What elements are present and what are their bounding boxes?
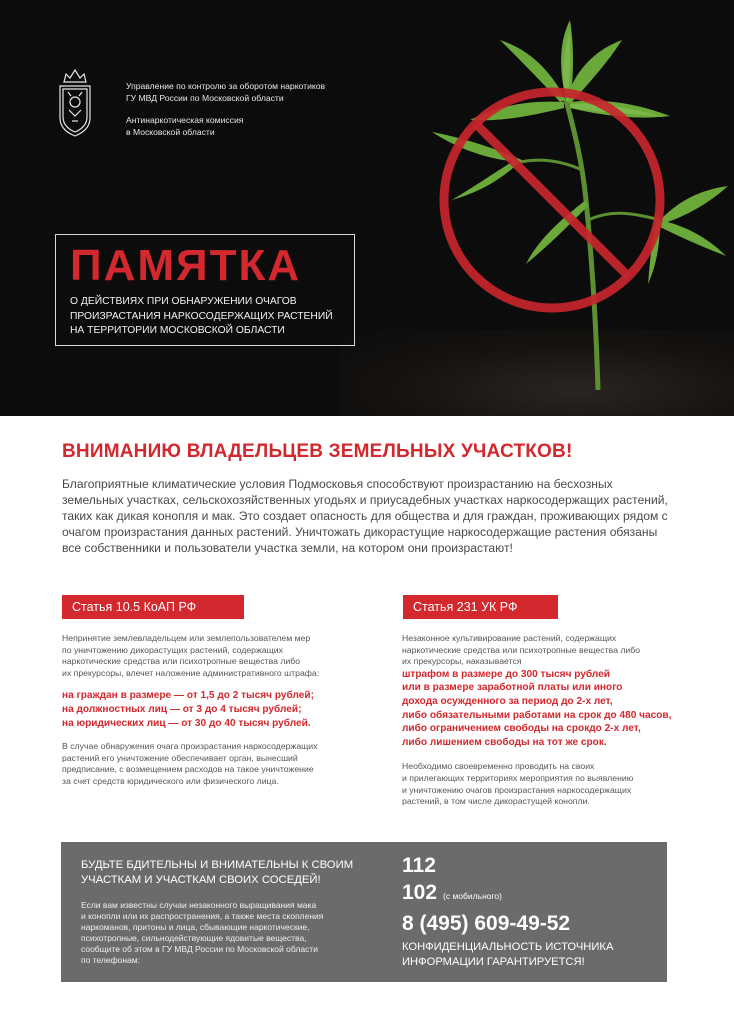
text-line: Незаконное культивирование растений, содержащих xyxy=(402,633,617,643)
text-line: их прекурсоры, влечет наложение административного штрафа: xyxy=(62,667,320,678)
penalty-line: дохода осужденного за период до 2-х лет, xyxy=(402,695,613,707)
text-line: Если вам известны случаи незаконного выращивания мака xyxy=(81,900,317,910)
koap-text xyxy=(62,633,362,679)
hero-banner xyxy=(0,0,734,416)
penalty-line: штрафом в размере до 300 тысяч рублей xyxy=(402,668,610,680)
memo-title: ПАМЯТКА xyxy=(70,241,302,290)
text-line: предписание, с возмещением расходов на такое уничтожение xyxy=(62,764,314,775)
article-koap-badge: Статья 10.5 КоАП РФ xyxy=(62,595,244,619)
uk-column xyxy=(402,633,692,808)
confidentiality-line: КОНФИДЕНЦИАЛЬНОСТЬ ИСТОЧНИКА xyxy=(402,941,614,953)
cannabis-plant-prohibited-icon xyxy=(360,20,734,390)
commission-line-1: Антинаркотическая комиссия xyxy=(126,115,244,125)
org-line-1: Управление по контролю за оборотом наркотиков xyxy=(126,81,326,91)
fine-line: на должностных лиц — от 3 до 4 тысяч рублей; xyxy=(62,703,302,715)
contact-panel xyxy=(61,842,667,982)
phone-112[interactable]: 112 xyxy=(402,854,436,877)
confidentiality-line: ИНФОРМАЦИИ ГАРАНТИРУЕТСЯ! xyxy=(402,956,585,968)
text-line: Необходимо своевременно проводить на своих xyxy=(402,761,595,772)
penalty-line: или в размере заработной платы или иного xyxy=(402,682,623,694)
article-uk-badge: Статья 231 УК РФ xyxy=(403,595,558,619)
memo-subtitle xyxy=(70,295,354,339)
text-line: и уничтожению очагов произрастания наркосодержащих xyxy=(402,784,632,795)
phone-main[interactable]: 8 (495) 609-49-52 xyxy=(402,912,571,935)
text-line: по телефонам: xyxy=(81,955,140,966)
text-line: и конопли или их распространения, а также места скопления xyxy=(81,911,324,922)
phone-102-number[interactable]: 102 xyxy=(402,881,438,904)
text-line: наркоманов, притоны и лица, сбывающие наркотические, xyxy=(81,922,310,933)
memo-subtitle-line: О ДЕЙСТВИЯХ ПРИ ОБНАРУЖЕНИИ ОЧАГОВ xyxy=(70,296,297,307)
memo-subtitle-line: ПРОИЗРАСТАНИЯ НАРКОСОДЕРЖАЩИХ РАСТЕНИЙ xyxy=(70,310,333,322)
uk-penalties xyxy=(402,668,692,750)
panel-heading xyxy=(81,858,381,888)
fine-line: на юридических лиц — от 30 до 40 тысяч рублей. xyxy=(62,717,311,729)
panel-text xyxy=(81,900,371,967)
organization-names xyxy=(126,81,376,138)
phone-numbers xyxy=(402,852,570,937)
koap-fines xyxy=(62,689,362,730)
text-line: за счет средств юридического или физического лица. xyxy=(62,775,279,786)
coat-of-arms-icon xyxy=(52,66,98,138)
text-line: В случае обнаружения очага произрастания наркосодержащих xyxy=(62,741,318,752)
phone-102[interactable] xyxy=(402,879,570,910)
koap-after-text xyxy=(62,741,362,787)
penalty-line: либо лишением свободы на тот же срок. xyxy=(402,736,607,748)
memo-subtitle-line: НА ТЕРРИТОРИИ МОСКОВСКОЙ ОБЛАСТИ xyxy=(70,325,285,336)
uk-after-text xyxy=(402,761,692,807)
text-line: наркотические средства или психотропные вещества либо xyxy=(62,656,301,667)
koap-column xyxy=(62,633,362,788)
text-line: по уничтожению дикорастущих растений, содержащих xyxy=(62,644,283,655)
commission-line-2: в Московской области xyxy=(126,126,215,137)
text-line: наркотические средства или психотропные вещества либо xyxy=(402,644,641,655)
main-heading: ВНИМАНИЮ ВЛАДЕЛЬЦЕВ ЗЕМЕЛЬНЫХ УЧАСТКОВ! xyxy=(62,441,573,462)
text-line: сообщите об этом в ГУ МВД России по Московской области xyxy=(81,944,318,955)
panel-heading-line: УЧАСТКАМ И УЧАСТКАМ СВОИХ СОСЕДЕЙ! xyxy=(81,874,321,886)
text-line: растений, в том числе дикорастущей конопли. xyxy=(402,796,590,807)
memo-box xyxy=(55,234,355,346)
uk-text xyxy=(402,633,692,668)
penalty-line: либо ограничением свободы на срокдо 2-х лет, xyxy=(402,723,641,735)
fine-line: на граждан в размере — от 1,5 до 2 тысяч рублей; xyxy=(62,690,314,702)
intro-paragraph: Благоприятные климатические условия Подмосковья способствуют произрастанию на бесхозных земельных участках, сельскохозяйственных угодьях и приусадебных участках наркосодержащих растений, таких как дикая конопля и мак. Это создает опасность для общества и для граждан, проживающих рядом с очагом произрастания данных растений. Уничтожать дикорастущие наркосодержащие растения обязаны все собственники и пользователи участка земли, на котором они произрастают! xyxy=(62,477,668,555)
panel-heading-line: БУДЬТЕ БДИТЕЛЬНЫ И ВНИМАТЕЛЬНЫ К СВОИМ xyxy=(81,859,354,871)
phone-102-note: (с мобильного) xyxy=(443,891,502,901)
org-line-2: ГУ МВД России по Московской области xyxy=(126,92,284,103)
text-line: и прилегающих территориях мероприятия по выявлению xyxy=(402,772,634,783)
text-line: их прекурсоры, наказывается xyxy=(402,656,522,667)
text-line: психотропные, сильнодействующие ядовитые вещества, xyxy=(81,933,307,944)
text-line: растений его уничтожение обеспечивает орган, вынесший xyxy=(62,752,298,763)
text-line: Непринятие землевладельцем или землепользователем мер xyxy=(62,633,311,643)
penalty-line: либо обязательными работами на срок до 480 часов, xyxy=(402,709,672,721)
confidentiality-note xyxy=(402,940,652,970)
